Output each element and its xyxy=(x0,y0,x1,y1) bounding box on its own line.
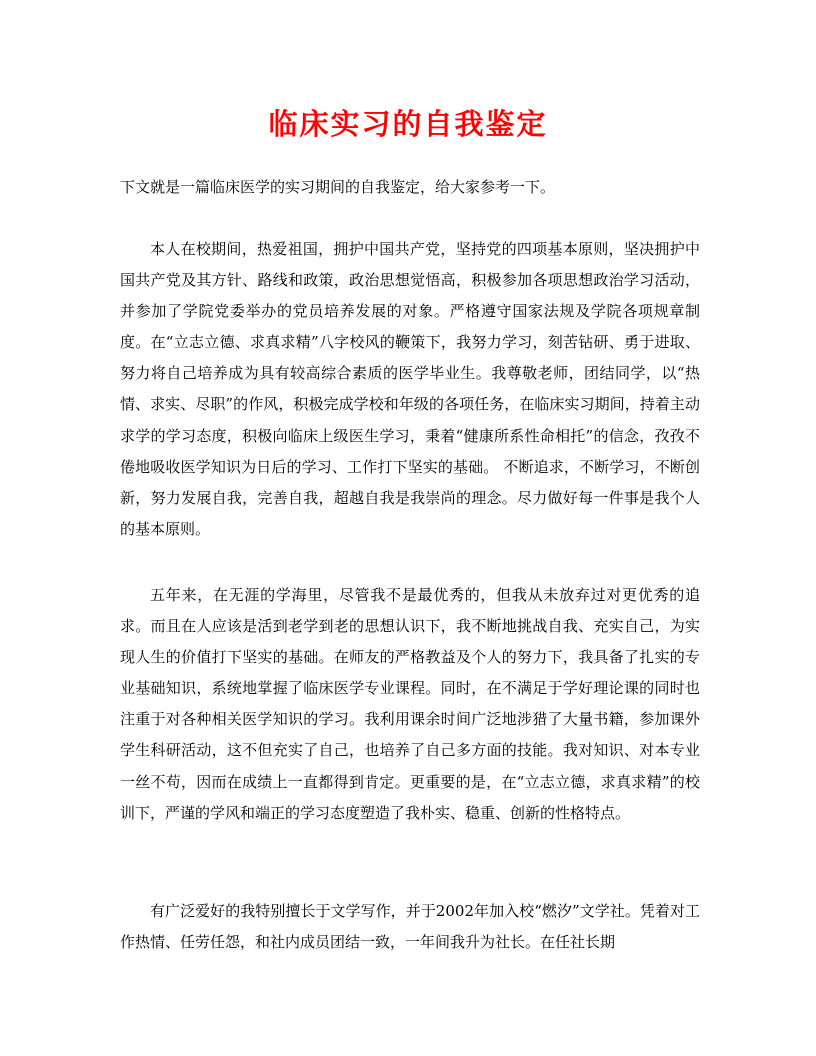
body-paragraph-1: 本人在校期间，热爱祖国，拥护中国共产党，坚持党的四项基本原则，坚决拥护中国共产党及其方针、路线和政策，政治思想觉悟高，积极参加各项思想政治学习活动，并参加了学院党委举办的党员培养发展的对象。严格遵守国家法规及学院各项规章制度。在“立志立德、求真求精”八字校风的鞭策下，我努力学习，刻苦钻研、勇于进取、努力将自己培养成为具有较高综合素质的医学毕业生。我尊敬老师，团结同学，以“热情、求实、尽职”的作风，积极完成学校和年级的各项任务，在临床实习期间，持着主动求学的学习态度，积极向临床上级医生学习，秉着“健康所系性命相托”的信念，孜孜不倦地吸收医学知识为日后的学习、工作打下坚实的基础。 不断追求，不断学习，不断创新，努力发展自我，完善自我，超越自我是我崇尚的理念。尽力做好每一件事是我个人的基本原则。 xyxy=(120,240,700,538)
document-title: 临床实习的自我鉴定 xyxy=(268,107,548,141)
intro-paragraph: 下文就是一篇临床医学的实习期间的自我鉴定，给大家参考一下。 xyxy=(120,178,556,196)
body-paragraph-3: 有广泛爱好的我特别擅长于文学写作，并于2002年加入校“燃汐”文学社。凭着对工作热情、任劳任怨，和社内成员团结一致，一年间我升为社长。在任社长期 xyxy=(120,902,700,952)
body-paragraph-2: 五年来，在无涯的学海里，尽管我不是最优秀的，但我从未放弃过对更优秀的追求。而且在人应该是活到老学到老的思想认识下，我不断地挑战自我、充实自己，为实现人生的价值打下坚实的基础。在师友的严格教益及个人的努力下，我具备了扎实的专业基础知识，系统地掌握了临床医学专业课程。同时，在不满足于学好理论课的同时也注重于对各种相关医学知识的学习。我利用课余时间广泛地涉猎了大量书籍，参加课外学生科研活动，这不但充实了自己，也培养了自己多方面的技能。我对知识、对本专业一丝不苟，因而在成绩上一直都得到肯定。更重要的是，在“立志立德，求真求精”的校训下，严谨的学风和端正的学习态度塑造了我朴实、稳重、创新的性格特点。 xyxy=(120,586,700,822)
